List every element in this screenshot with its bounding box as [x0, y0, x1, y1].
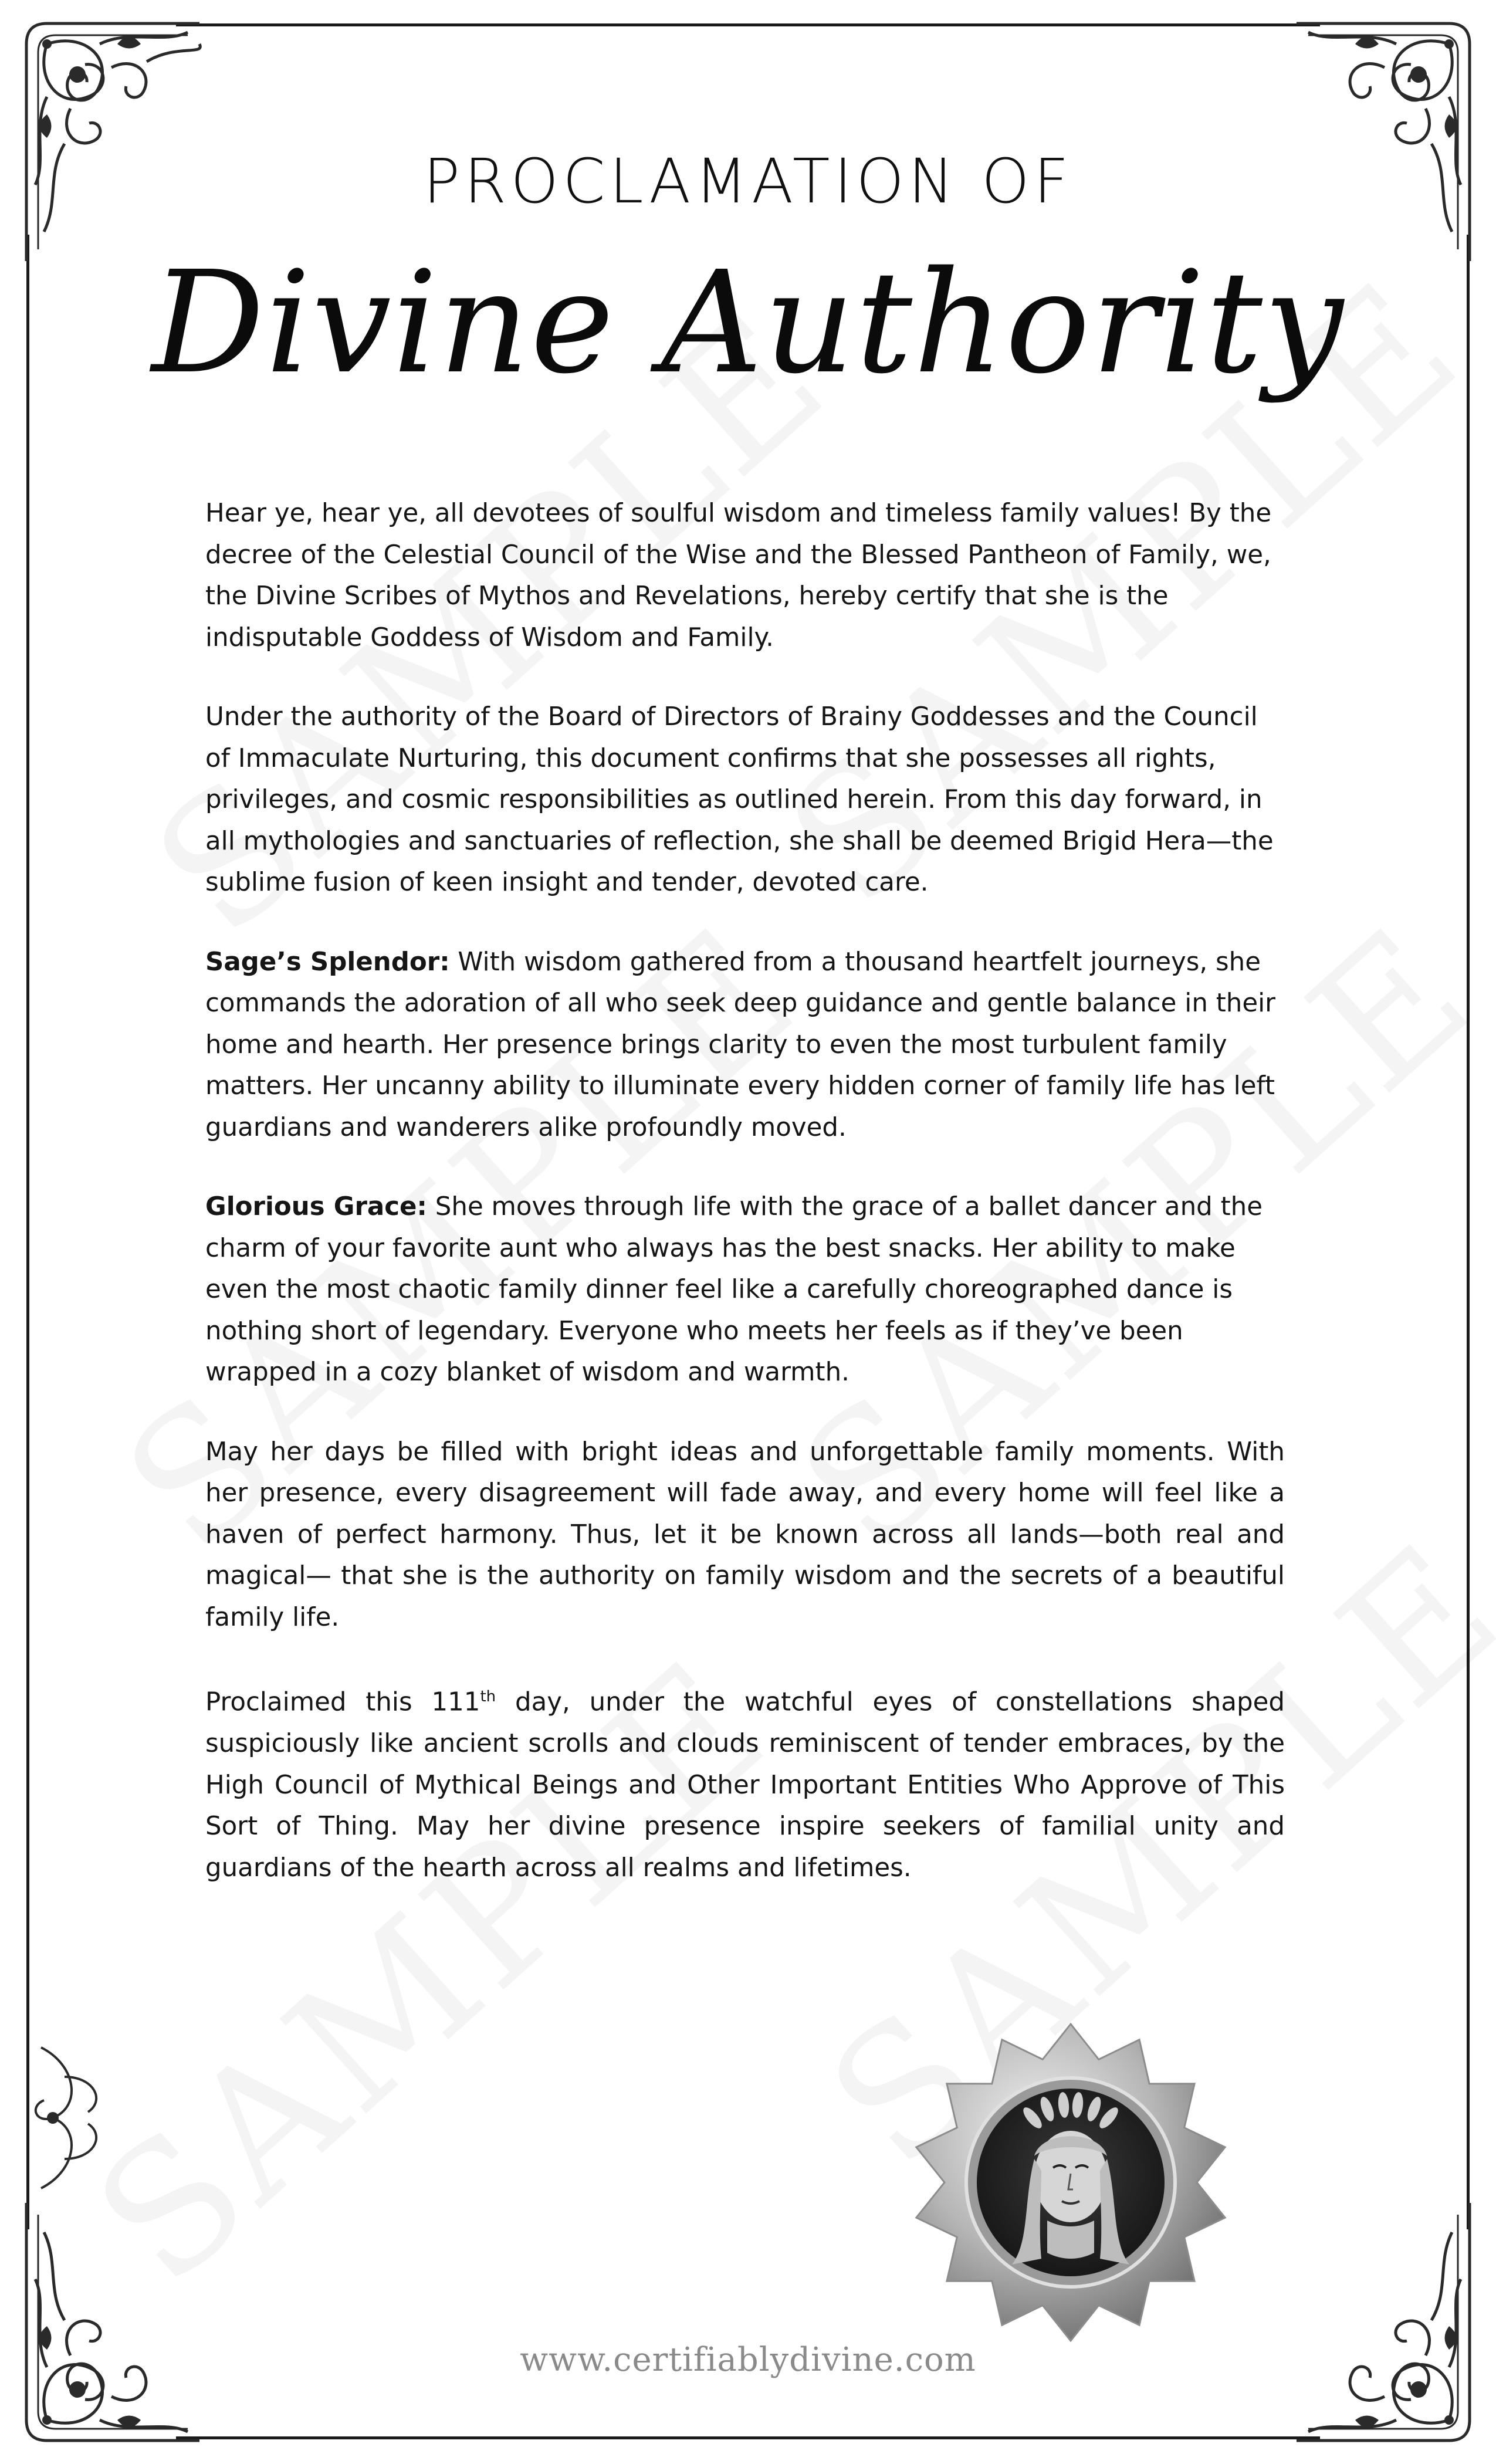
goddess-seal-icon — [906, 2018, 1235, 2347]
paragraph-blessing: May her days be filled with bright ideas and unforgettable family moments. With her presence, every disagreement will fade away, and every home will feel like a haven of perfect harmony. Thus, let it be known across all lands—both real and magical— that she is the authority on family wisdom and the secrets of a beautiful family life. — [205, 1437, 1285, 1632]
border-top — [176, 23, 1320, 26]
border-bottom — [176, 2436, 1320, 2439]
text-glorious-grace: She moves through life with the grace of a ballet dancer and the charm of your favorite aunt who always has the best snacks. Her ability to make even the most chaotic family dinner feel like a carefully choreographed dance is nothing short of legendary. Everyone who meets her feels as if they’ve been wrapped in a cozy blanket of wisdom and warmth. — [205, 1192, 1263, 1387]
paragraph-authority: Under the authority of the Board of Directors of Brainy Goddesses and the Council of Immaculate Nurturing, this document confirms that she possesses all rights, privileges, and cosmic responsibilities as outlined herein. From this day forward, in all mythologies and sanctuaries of reflection, she shall be deemed Brigid Hera—the sublime fusion of keen insight and tender, devoted care. — [205, 702, 1274, 897]
ornament-left-mid-icon — [12, 2042, 129, 2194]
ornament-corner-top-right-icon — [1291, 9, 1484, 267]
text-proclaimed-sup: th — [480, 1688, 496, 1705]
text-sages-splendor: With wisdom gathered from a thousand heartfelt journeys, she commands the adoration of all who seek deep guidance and gentle balance in their home and hearth. Her presence brings clarity to even the most turbulent family matters. Her uncanny ability to illuminate every hidden corner of family life has left guardians and wanderers alike profoundly moved. — [205, 947, 1276, 1142]
footer-url: www.certifiablydivine.com — [520, 2341, 976, 2379]
paragraph-proclaimed — [205, 1676, 1285, 1888]
paragraph-sages-splendor — [205, 942, 1285, 1149]
paragraph-glorious-grace — [205, 1186, 1285, 1393]
ornament-corner-bottom-left-icon — [12, 2197, 205, 2455]
ornament-corner-top-left-icon — [12, 9, 205, 267]
text-proclaimed-b: day, under the watchful eyes of constellations shaped suspiciously like ancient scrolls and clouds reminiscent of tender embraces, by the High Council of Mythical Beings and Other Important Entities Who Approve of This Sort of Thing. May her divine presence inspire seekers of familial unity and guardians of the hearth across all realms and lifetimes. — [205, 1687, 1285, 1883]
title-line-2: Divine Authority — [151, 241, 1345, 405]
proclamation-body — [205, 493, 1285, 1927]
ornament-corner-bottom-right-icon — [1291, 2197, 1484, 2455]
border-right — [1467, 235, 1470, 2229]
text-proclaimed-a: Proclaimed this 111 — [205, 1687, 480, 1717]
heading-sages-splendor: Sage’s Splendor: — [205, 947, 450, 977]
heading-glorious-grace: Glorious Grace: — [205, 1192, 427, 1221]
title-line-1: PROCLAMATION OF — [423, 145, 1073, 217]
border-left — [26, 235, 29, 2229]
paragraph-intro: Hear ye, hear ye, all devotees of soulful wisdom and timeless family values! By the decree of the Celestial Council of the Wise and the Blessed Pantheon of Family, we, the Divine Scribes of Mythos and Revelations, hereby certify that she is the indisputable Goddess of Wisdom and Family. — [205, 499, 1272, 652]
